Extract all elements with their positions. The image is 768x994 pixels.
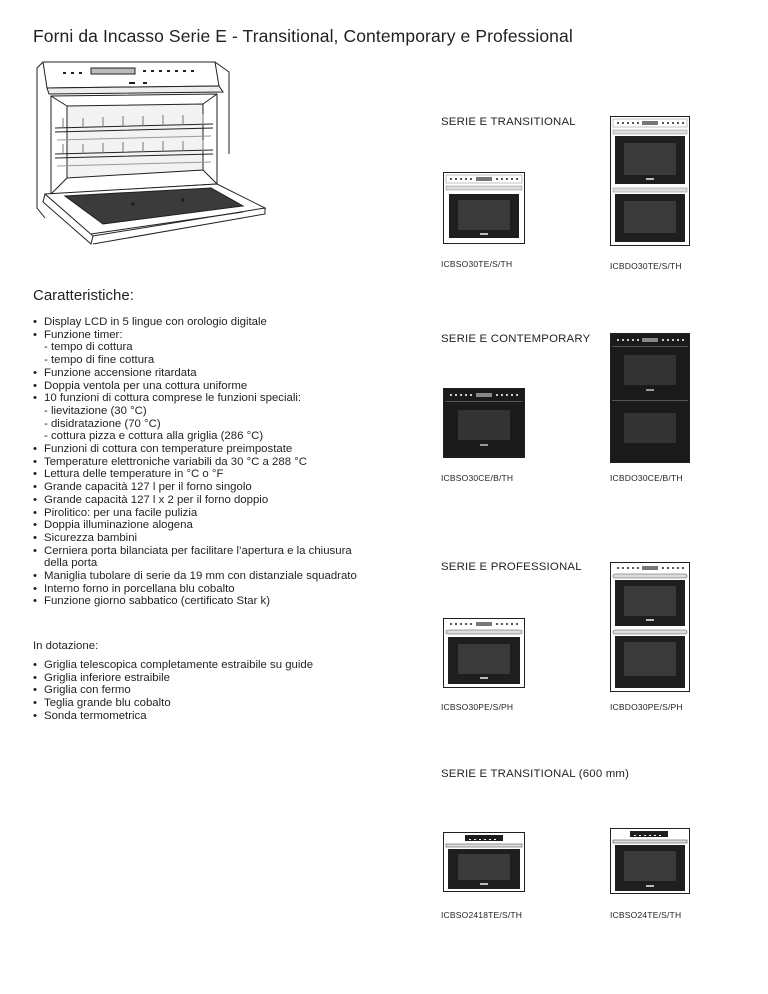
feature-item: • Cerniera porta bilanciata per facilitare l’apertura e la chiusura della porta [33, 545, 363, 570]
feature-item: • 10 funzioni di cottura comprese le funzioni speciali: [33, 392, 363, 405]
model-label: ICBDO30CE/B/TH [610, 473, 683, 483]
open-oven-illustration [33, 58, 268, 248]
model-label: ICBSO30PE/S/PH [441, 702, 514, 712]
feature-item: • Funzione giorno sabbatico (certificato Star k) [33, 595, 363, 608]
oven-600-compact [443, 832, 525, 892]
included-heading: In dotazione: [33, 640, 99, 652]
features-list [33, 316, 363, 608]
model-label: ICBSO24TE/S/TH [610, 910, 682, 920]
feature-item: • Maniglia tubolare di serie da 19 mm con distanziale squadrato [33, 570, 363, 583]
oven-contemporary-double [610, 333, 690, 463]
feature-item: • Funzione timer: [33, 329, 363, 342]
oven-transitional-single [443, 172, 525, 244]
section-title-transitional-600: SERIE E TRANSITIONAL (600 mm) [441, 768, 630, 780]
feature-subitem: - disidratazione (70 °C) [44, 417, 161, 430]
feature-item: • Funzioni di cottura con temperature preimpostate [33, 443, 363, 456]
feature-item: • Temperature elettroniche variabili da 30 °C a 288 °C [33, 456, 363, 469]
model-label: ICBSO30TE/S/TH [441, 259, 513, 269]
section-title-transitional: SERIE E TRANSITIONAL [441, 116, 576, 128]
oven-contemporary-single [443, 388, 525, 458]
feature-item: • Display LCD in 5 lingue con orologio digitale [33, 316, 363, 329]
oven-professional-double [610, 562, 690, 692]
oven-600-standard [610, 828, 690, 894]
feature-item: • Lettura delle temperature in °C o °F [33, 468, 363, 481]
feature-item: • Grande capacità 127 l per il forno singolo [33, 481, 363, 494]
feature-item: • Pirolitico: per una facile pulizia [33, 507, 363, 520]
feature-item: • Funzione accensione ritardata [33, 367, 363, 380]
section-title-contemporary: SERIE E CONTEMPORARY [441, 333, 591, 345]
included-list [33, 659, 313, 723]
feature-item: • Sicurezza bambini [33, 532, 363, 545]
feature-subitem: - tempo di fine cottura [44, 354, 155, 367]
feature-item: • Interno forno in porcellana blu cobalto [33, 583, 363, 596]
model-label: ICBDO30TE/S/TH [610, 261, 682, 271]
included-item: • Sonda termometrica [33, 710, 313, 723]
oven-transitional-double [610, 116, 690, 246]
page-title: Forni da Incasso Serie E - Transitional, Contemporary e Professional [33, 26, 573, 46]
included-item: • Griglia inferiore estraibile [33, 672, 313, 685]
included-item: • Teglia grande blu cobalto [33, 697, 313, 710]
oven-professional-single [443, 618, 525, 688]
feature-subitem: - cottura pizza e cottura alla griglia (286 °C) [44, 430, 264, 443]
feature-subitem: - lievitazione (30 °C) [44, 404, 147, 417]
feature-item: • Grande capacità 127 l x 2 per il forno doppio [33, 494, 363, 507]
included-item: • Griglia con fermo [33, 684, 313, 697]
feature-item: • Doppia ventola per una cottura uniforme [33, 380, 363, 393]
model-label: ICBDO30PE/S/PH [610, 702, 683, 712]
model-label: ICBSO30CE/B/TH [441, 473, 514, 483]
feature-subitem: - tempo di cottura [44, 341, 133, 354]
features-heading: Caratteristiche: [33, 287, 134, 304]
model-label: ICBSO2418TE/S/TH [441, 910, 523, 920]
section-title-professional: SERIE E PROFESSIONAL [441, 561, 582, 573]
feature-item: • Doppia illuminazione alogena [33, 519, 363, 532]
included-item: • Griglia telescopica completamente estraibile su guide [33, 659, 313, 672]
